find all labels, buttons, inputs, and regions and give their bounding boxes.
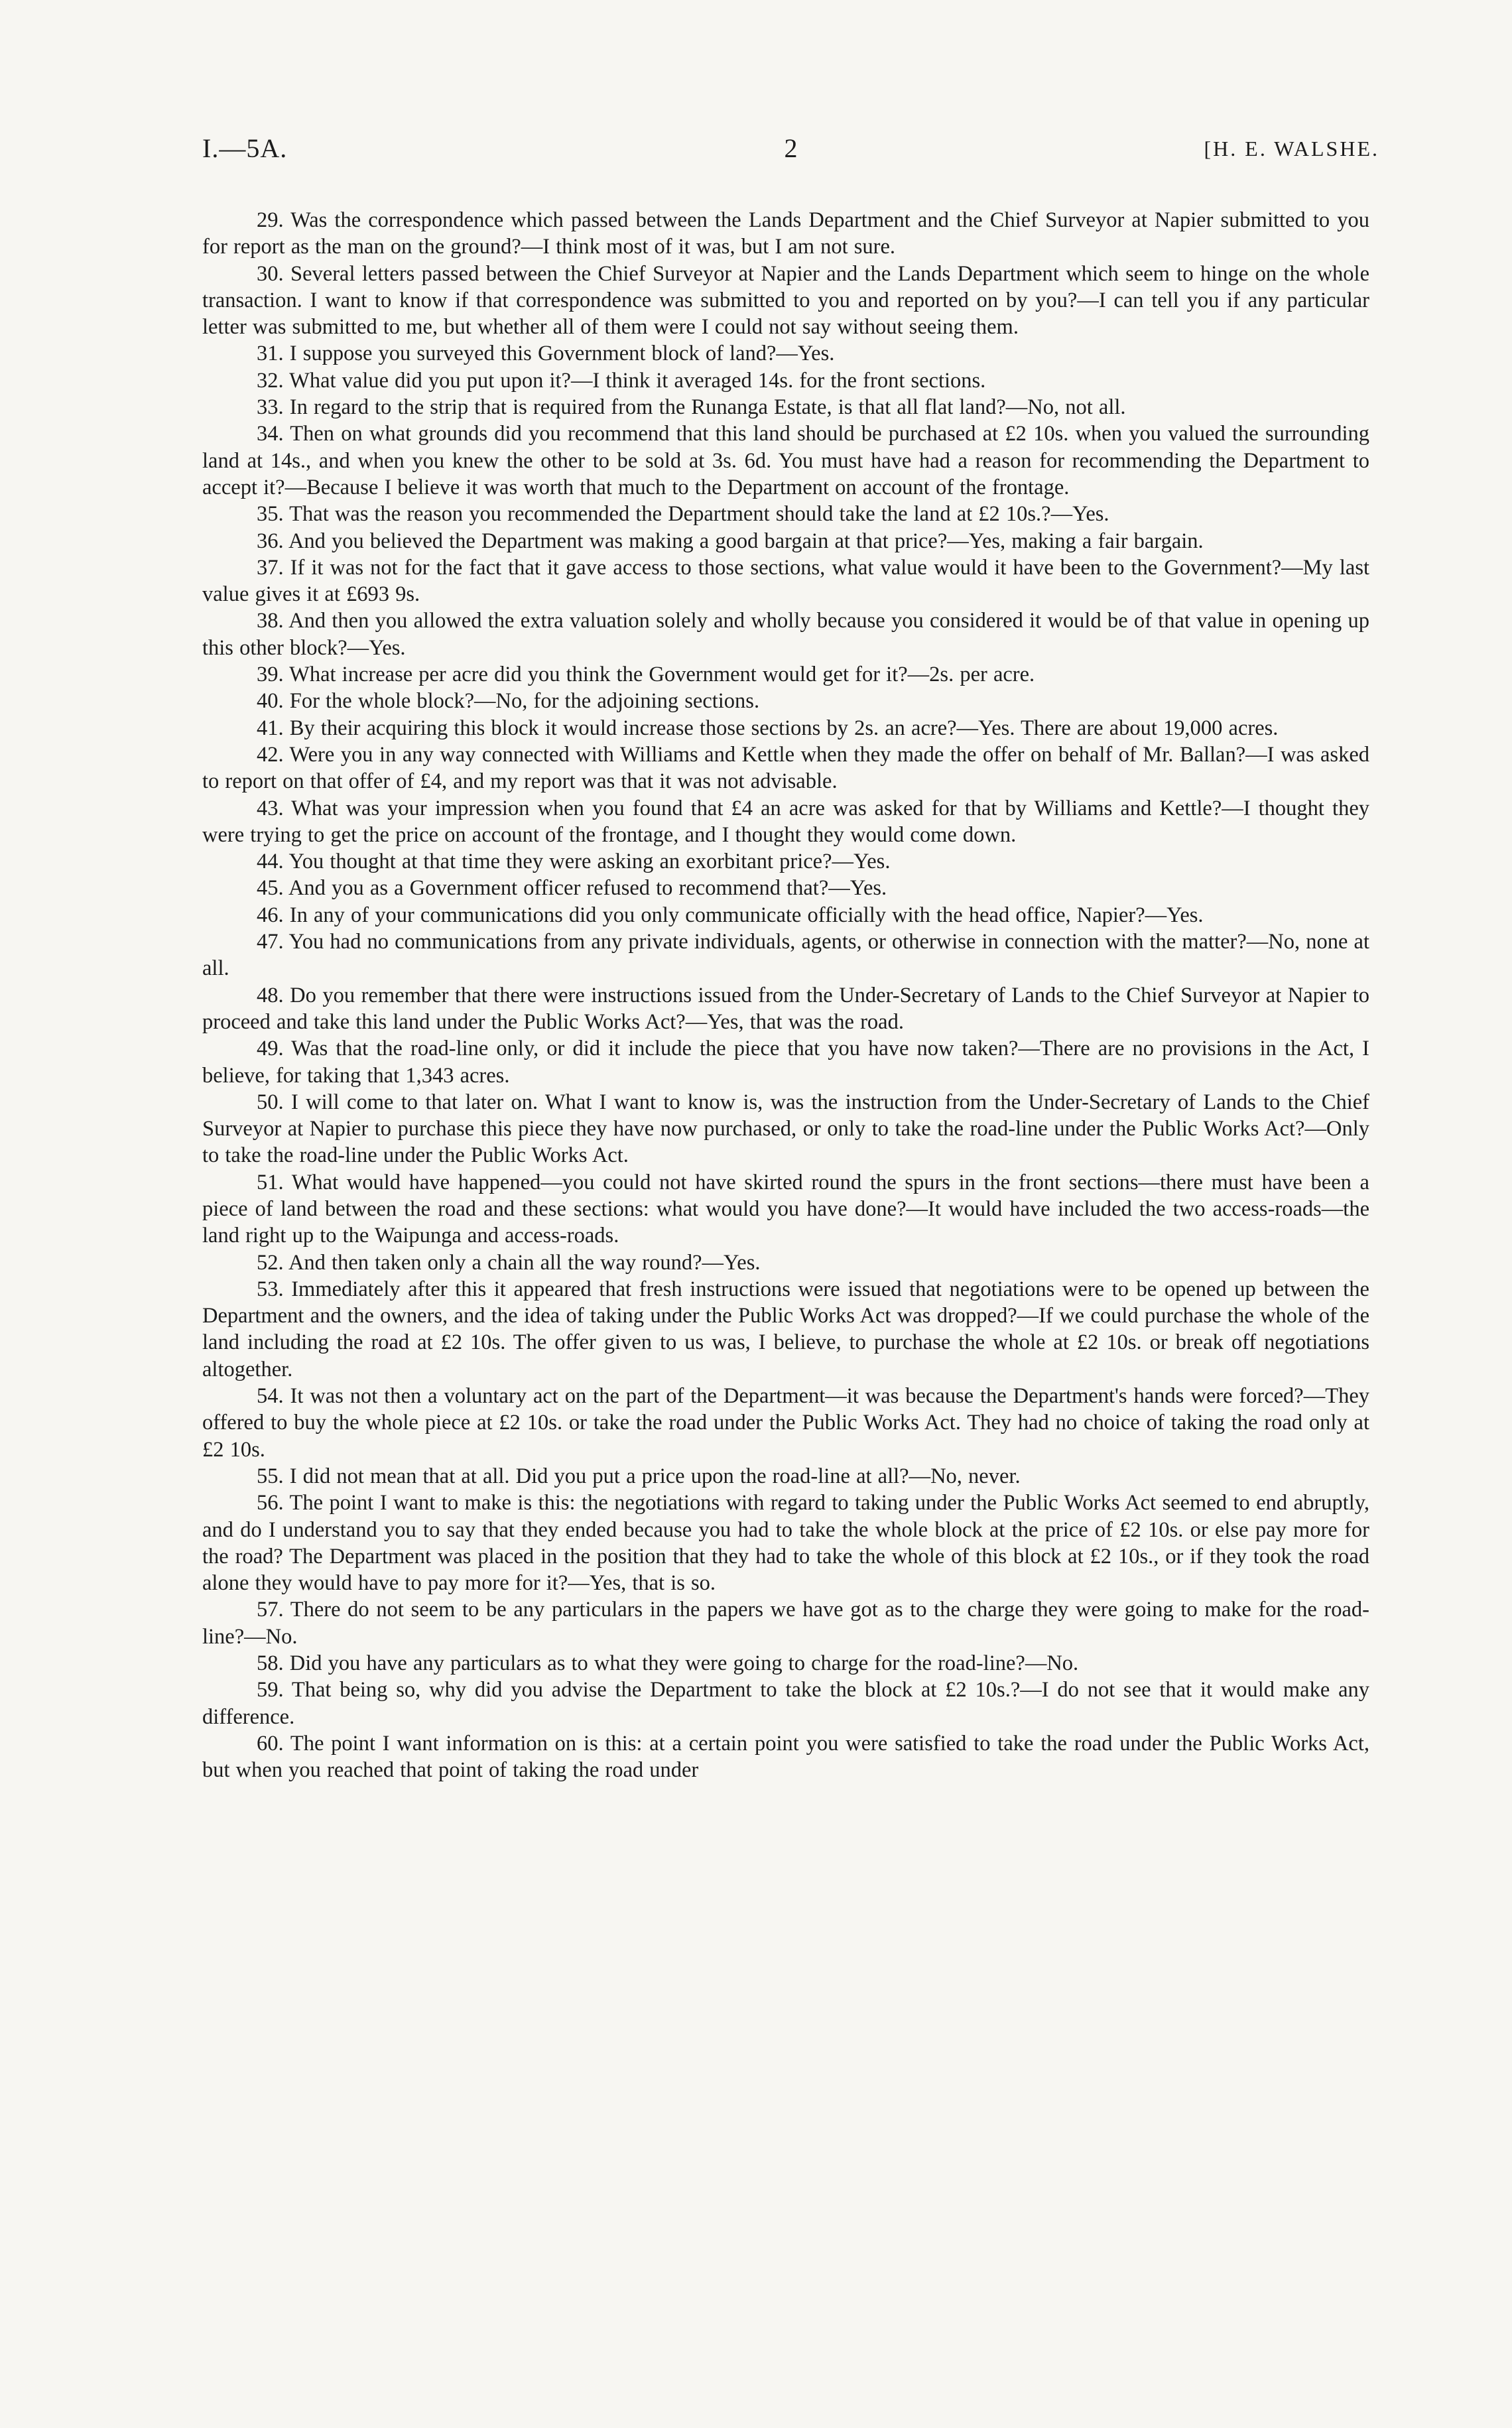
question-47: 47. You had no communications from any private individuals, agents, or otherwise in connection with the matter?—No, none at all. — [202, 930, 1369, 981]
question-40: 40. For the whole block?—No, for the adjoining sections. — [257, 689, 760, 714]
question-31: 31. I suppose you surveyed this Government block of land?—Yes. — [257, 342, 835, 366]
question-51: 51. What would have happened—you could not have skirted round the spurs in the front sections—there must have been a piece of land between the road and these sections: what would you have done?—It would have included the two access-roads—the land right up to the Waipunga and access-roads. — [202, 1170, 1369, 1248]
question-39: 39. What increase per acre did you think the Government would get for it?—2s. per acre. — [257, 663, 1035, 687]
question-49: 49. Was that the road-line only, or did it include the piece that you have now taken?—There are no provisions in the Act, I believe, for taking that 1,343 acres. — [202, 1037, 1369, 1088]
question-36: 36. And you believed the Department was making a good bargain at that price?—Yes, making a fair bargain. — [257, 529, 1204, 553]
page-number: 2 — [784, 133, 798, 163]
question-32: 32. What value did you put upon it?—I think it averaged 14s. for the front sections. — [257, 368, 986, 393]
question-57: 57. There do not seem to be any particulars in the papers we have got as to the charge they were going to make for the road-line?—No. — [202, 1598, 1369, 1649]
question-30: 30. Several letters passed between the Chief Surveyor at Napier and the Lands Department which seem to hinge on the whole transaction. I want to know if that correspondence was submitted to you and reported on by you?—I can tell you if any particular letter was submitted to me, but whether all of them were I could not say without seeing them. — [202, 261, 1369, 340]
question-54: 54. It was not then a voluntary act on the part of the Department—it was because the Department's hands were forced?—They offered to buy the whole piece at £2 10s. or take the road under the Public Works Act. They had no choice of taking the road only at £2 10s. — [202, 1384, 1369, 1462]
question-33: 33. In regard to the strip that is required from the Runanga Estate, is that all flat land?—No, not all. — [257, 395, 1126, 420]
question-34: 34. Then on what grounds did you recommend that this land should be purchased at £2 10s. when you valued the surrounding land at 14s., and when you knew the other to be sold at 3s. 6d. You must have had a reason for recommending the Department to accept it?—Because I believe it was worth that much to the Department on account of the frontage. — [202, 422, 1369, 499]
paper-reference: I.—5A. — [202, 133, 288, 163]
evidence-body — [202, 207, 1369, 1784]
question-46: 46. In any of your communications did you only communicate officially with the head office, Napier?—Yes. — [257, 903, 1204, 927]
question-50: 50. I will come to that later on. What I want to know is, was the instruction from the Under-Secretary of Lands to the Chief Surveyor at Napier to purchase this piece they have now purchased, or only to take the road-line under the Public Works Act?—Only to take the road-line under the Public Works Act. — [202, 1090, 1369, 1168]
question-37: 37. If it was not for the fact that it gave access to those sections, what value would it have been to the Government?—My last value gives it at £693 9s. — [202, 555, 1369, 607]
question-41: 41. By their acquiring this block it would increase those sections by 2s. an acre?—Yes. There are about 19,000 acres. — [257, 716, 1279, 740]
witness-name: [H. E. WALSHE. — [1204, 137, 1379, 160]
question-35: 35. That was the reason you recommended the Department should take the land at £2 10s.?—Yes. — [257, 502, 1109, 527]
question-60: 60. The point I want information on is this: at a certain point you were satisfied to take the road under the Public Works Act, but when you reached that point of taking the road under — [202, 1731, 1369, 1783]
question-58: 58. Did you have any particulars as to what they were going to charge for the road-line?—No. — [257, 1651, 1079, 1676]
question-53: 53. Immediately after this it appeared that fresh instructions were issued that negotiations were to be opened up between the Department and the owners, and the idea of taking under the Public Works Act was dropped?—If we could purchase the whole of the land including the road at £2 10s. The offer given to us was, I believe, to purchase the whole at £2 10s. or break off negotiations altogether. — [202, 1277, 1369, 1381]
question-45: 45. And you as a Government officer refused to recommend that?—Yes. — [257, 876, 887, 901]
question-44: 44. You thought at that time they were asking an exorbitant price?—Yes. — [257, 850, 891, 874]
question-48: 48. Do you remember that there were instructions issued from the Under-Secretary of Lands to the Chief Surveyor at Napier to proceed and take this land under the Public Works Act?—Yes, that was the road. — [202, 983, 1369, 1034]
question-29: 29. Was the correspondence which passed between the Lands Department and the Chief Surveyor at Napier submitted to you for report as the man on the ground?—I think most of it was, but I am not sure. — [202, 208, 1369, 259]
question-42: 42. Were you in any way connected with Williams and Kettle when they made the offer on behalf of Mr. Ballan?—I was asked to report on that offer of £4, and my report was that it was not advisable. — [202, 742, 1369, 794]
question-38: 38. And then you allowed the extra valuation solely and wholly because you considered it would be of that value in opening up this other block?—Yes. — [202, 609, 1369, 660]
question-59: 59. That being so, why did you advise the Department to take the block at £2 10s.?—I do not see that it would make any difference. — [202, 1678, 1369, 1729]
question-52: 52. And then taken only a chain all the way round?—Yes. — [257, 1250, 761, 1275]
page-header — [202, 133, 1379, 172]
question-56: 56. The point I want to make is this: the negotiations with regard to taking under the Public Works Act seemed to end abruptly, and do I understand you to say that they ended because you had to take the whole block at the price of £2 10s. or else pay more for the road? The Department was placed in the position that they had to take the whole of this block at £2 10s., or if they took the road alone they would have to pay more for it?—Yes, that is so. — [202, 1491, 1369, 1596]
question-55: 55. I did not mean that at all. Did you put a price upon the road-line at all?—No, never. — [257, 1464, 1021, 1488]
question-43: 43. What was your impression when you found that £4 an acre was asked for that by Williams and Kettle?—I thought they were trying to get the price on account of the frontage, and I thought they would come down. — [202, 796, 1369, 847]
